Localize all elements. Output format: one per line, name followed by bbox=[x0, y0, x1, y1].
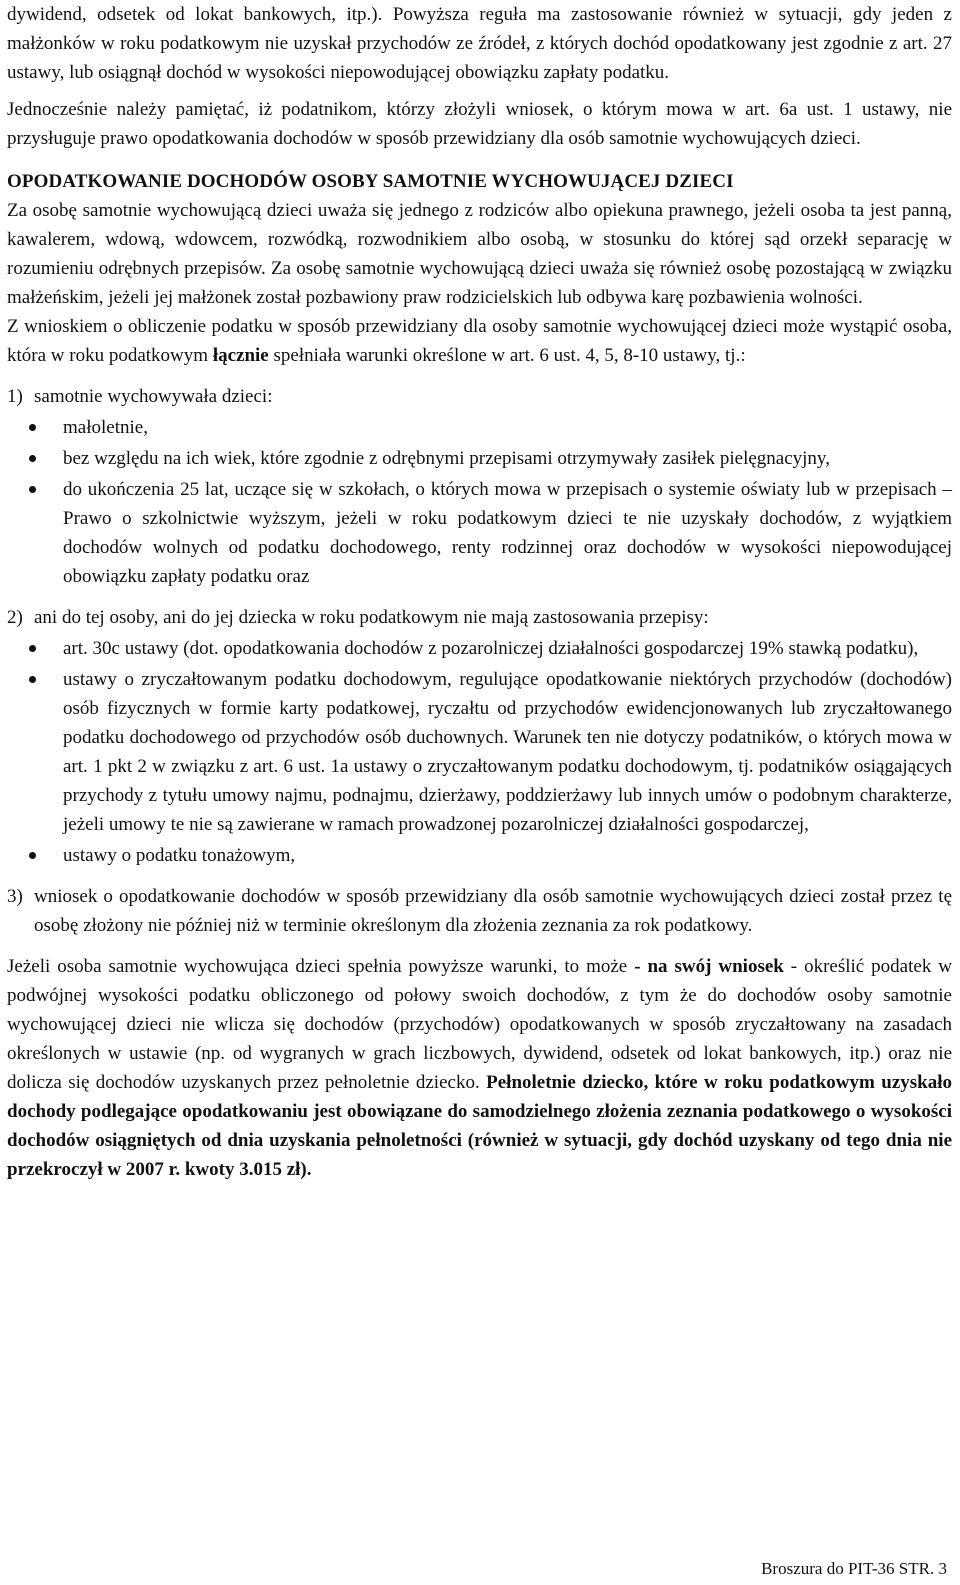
list-item bbox=[7, 841, 952, 870]
condition-item-2 bbox=[7, 603, 952, 632]
condition-item-3 bbox=[7, 882, 952, 940]
definition-paragraph: Za osobę samotnie wychowującą dzieci uważa się jednego z rodziców albo opiekuna prawnego, jeżeli osoba ta jest panną, kawalerem, wdową, wdowcem, rozwódką, rozwodnikiem albo osobą, w stosunku do której sąd orzekł separację w rozumieniu odrębnych przepisów. Za osobę samotnie wychowującą dzieci uważa się również osobę pozostającą w związku małżeńskim, jeżeli jej małżonek został pozbawiony praw rodzicielskich lub odbywa karę pozbawienia wolności. bbox=[7, 200, 952, 308]
page-footer: Broszura do PIT-36 STR. 3 bbox=[761, 1559, 947, 1578]
item-text: wniosek o opodatkowanie dochodów w sposób przewidziany dla osób samotnie wychowujących dzieci został przez tę osobę złożony nie później niż w terminie określonym dla złożenia zeznania za rok podatkowy. bbox=[34, 886, 952, 936]
section-heading: OPODATKOWANIE DOCHODÓW OSOBY SAMOTNIE WYCHOWUJĄCEJ DZIECI bbox=[7, 171, 734, 192]
bullet-icon bbox=[29, 424, 36, 431]
list-item-text: bez względu na ich wiek, które zgodnie z odrębnymi przepisami otrzymywały zasiłek pielęgnacyjny, bbox=[63, 448, 830, 469]
closing-text-2: - określić podatek w podwójnej wysokości podatku obliczonego od połowy swoich dochodów, z tym że do dochodów osoby samotnie wychowującej dzieci nie wlicza się dochodów (przychodów) opodatkowanych w sposób zryczałtowany na zasadach określonych w ustawie (np. od wygranych w grach liczbowych, dywidend, odsetek od lokat bankowych, itp.) oraz nie dolicza się dochodów uzyskanych przez pełnoletnie dziecko. bbox=[7, 956, 952, 1093]
item-1-bullet-list bbox=[7, 413, 952, 591]
closing-text-1: Jeżeli osoba samotnie wychowująca dzieci spełnia powyższe warunki, to może bbox=[7, 956, 635, 977]
list-item bbox=[7, 413, 952, 442]
list-item bbox=[7, 475, 952, 591]
list-item-text: ustawy o zryczałtowanym podatku dochodowym, regulujące opodatkowanie niektórych przychodów (dochodów) osób fizycznych w formie karty podatkowej, ryczałtu od przychodów ewidencjonowanych lub zryczałtowanego podatku dochodowego od przychodów osób duchownych. Warunek ten nie dotyczy podatników, o których mowa w art. 1 pkt 2 w związku z art. 6 ust. 1a ustawy o zryczałtowanym podatku dochodowym, tj. podatników osiągających przychody z tytułu umowy najmu, podnajmu, dzierżawy, poddzierżawy lub innych umów o podobnym charakterze, jeżeli umowy te nie są zawierane w ramach prowadzonej pozarolniczej działalności gospodarczej, bbox=[63, 669, 952, 835]
item-2-bullet-list bbox=[7, 634, 952, 870]
condition-item-1 bbox=[7, 382, 952, 411]
bullet-icon bbox=[29, 455, 36, 462]
list-item-text: art. 30c ustawy (dot. opodatkowania dochodów z pozarolniczej działalności gospodarczej 19% stawką podatku), bbox=[63, 638, 919, 659]
item-number: 3) bbox=[7, 886, 23, 907]
bullet-icon bbox=[29, 676, 36, 683]
item-number: 2) bbox=[7, 607, 23, 628]
list-item-text: ustawy o podatku tonażowym, bbox=[63, 845, 296, 866]
conditions-text-after: spełniała warunki określone w art. 6 ust. 4, 5, 8-10 ustawy, tj.: bbox=[268, 345, 746, 366]
item-number: 1) bbox=[7, 386, 23, 407]
bullet-icon bbox=[29, 645, 36, 652]
bullet-icon bbox=[29, 852, 36, 859]
list-item-text: małoletnie, bbox=[63, 417, 148, 438]
item-text: ani do tej osoby, ani do jej dziecka w roku podatkowym nie mają zastosowania przepisy: bbox=[34, 607, 709, 628]
conditions-text-before: Z wnioskiem o obliczenie podatku w sposób przewidziany dla osoby samotnie wychowującej dzieci może wystąpić osoba, która w roku podatkowym bbox=[7, 316, 952, 366]
item-text: samotnie wychowywała dzieci: bbox=[34, 386, 273, 407]
list-item bbox=[7, 634, 952, 663]
list-item-text: do ukończenia 25 lat, uczące się w szkołach, o których mowa w przepisach o systemie oświaty lub w przepisach – Prawo o szkolnictwie wyższym, jeżeli w roku podatkowym dzieci te nie uzyskały dochodów, z wyjątkiem dochodów wolnych od podatku dochodowego, renty rodzinnej oraz dochodów w wysokości niepowodującej obowiązku zapłaty podatku oraz bbox=[63, 479, 952, 587]
list-item bbox=[7, 665, 952, 839]
closing-bold-1: - na swój wniosek bbox=[634, 956, 784, 977]
bullet-icon bbox=[29, 486, 36, 493]
conditions-paragraph bbox=[7, 312, 952, 370]
closing-bold-2: Pełnoletnie dziecko, które w roku podatkowym uzyskało dochody podlegające opodatkowaniu jest obowiązane do samodzielnego złożenia zeznania podatkowego o wysokości dochodów osiągniętych od dnia uzyskania pełnoletności (również w sytuacji, gdy dochód uzyskany od tego dnia nie przekroczył w 2007 r. kwoty 3.015 zł). bbox=[7, 1072, 952, 1180]
list-item bbox=[7, 444, 952, 473]
closing-paragraph bbox=[7, 952, 952, 1184]
intro-paragraph-2: Jednocześnie należy pamiętać, iż podatnikom, którzy złożyli wniosek, o którym mowa w art. 6a ust. 1 ustawy, nie przysługuje prawo opodatkowania dochodów w sposób przewidziany dla osób samotnie wychowujących dzieci. bbox=[7, 99, 952, 149]
intro-paragraph-1: dywidend, odsetek od lokat bankowych, itp.). Powyższa reguła ma zastosowanie również w sytuacji, gdy jeden z małżonków w roku podatkowym nie uzyskał przychodów ze źródeł, z których dochód opodatkowany jest zgodnie z art. 27 ustawy, lub osiągnął dochód w wysokości niepowodującej obowiązku zapłaty podatku. bbox=[7, 4, 952, 83]
conditions-bold: łącznie bbox=[212, 345, 269, 366]
